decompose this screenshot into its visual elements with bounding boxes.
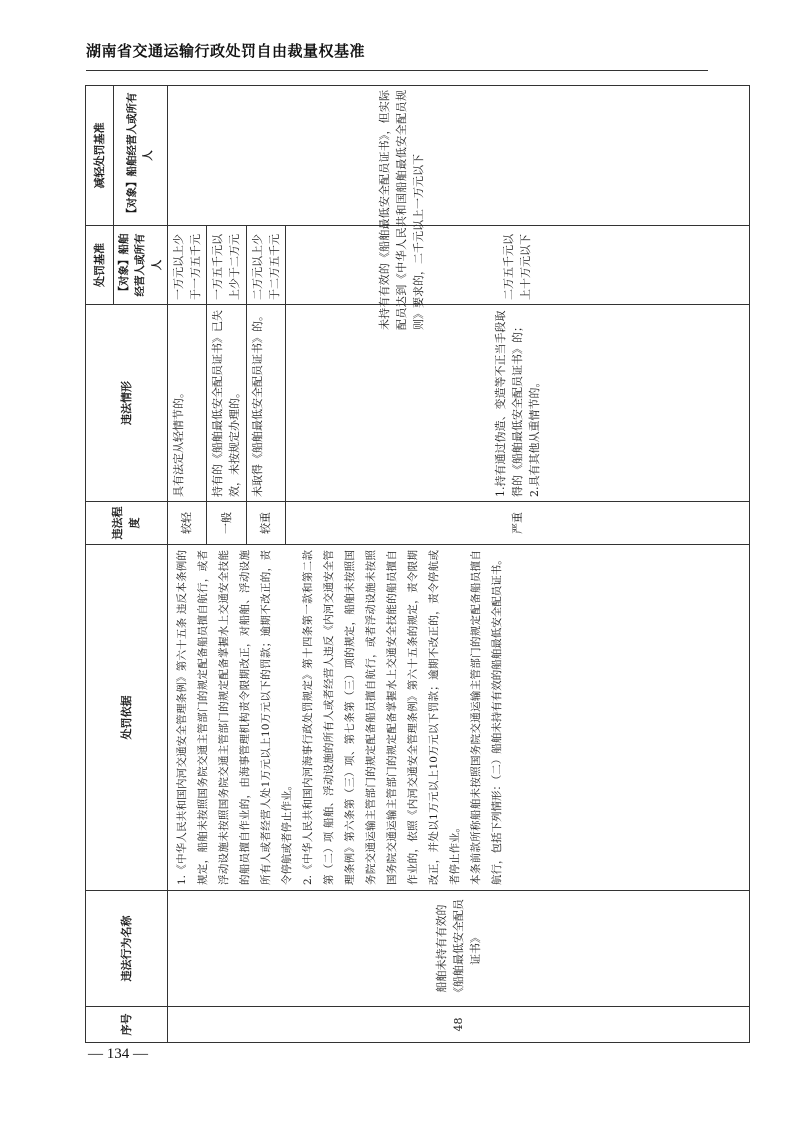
basis-paragraph-3: 本条前款所称船舶未按照国务院交通运输主管部门的规定配备船员擅自航行，包括下列情形：（二）船舶未持有有效的船舶最低安全配员证书。 bbox=[469, 550, 503, 885]
standard-light: 一万元以上少于一万五千元 bbox=[167, 226, 206, 305]
page-number: — 134 — bbox=[88, 1046, 148, 1062]
degree-light: 较轻 bbox=[167, 502, 206, 545]
header-standard-subject: 【对象】船舶经营人或所有人 bbox=[114, 226, 168, 305]
header-reduced-subject: 【对象】船舶经营人或所有人 bbox=[114, 86, 168, 226]
degree-heavier: 较重 bbox=[246, 502, 285, 545]
row-seq: 48 bbox=[167, 1007, 749, 1043]
header-standard: 处罚基准 bbox=[86, 226, 114, 305]
degree-general: 一般 bbox=[206, 502, 246, 545]
reduced-standard-text: 未持有有效的《船舶最低安全配员证书》，但实际配员达到《中华人民共和国船舶最低安全配员规则》要求的，二千元以上一万元以下 bbox=[378, 90, 426, 330]
header-circumstance: 违法情形 bbox=[86, 305, 168, 502]
circumstance-heavier: 未取得《船舶最低安全配员证书》的。 bbox=[246, 305, 285, 502]
header-violation-name: 违法行为名称 bbox=[86, 891, 168, 1007]
header-seq: 序号 bbox=[86, 1007, 168, 1043]
basis-paragraph-1: 1.《中华人民共和国内河交通安全管理条例》第六十五条 违反本条例的规定，船舶未按照国务院交通主管部门的规定配备船员擅自航行，或者浮动设施未按照国务院交通主管部门的规定配备掌握水上交通安全技能的船员擅自作业的，由海事管理机构责令限期改正，对船舶、浮动设施所有人或者经营人处1万元以上10万元以下的罚款；逾期不改正的，责令停航或者停止作业。 bbox=[175, 550, 293, 885]
circumstance-light: 具有法定从轻情节的。 bbox=[167, 305, 206, 502]
header-rule bbox=[86, 70, 708, 71]
degree-severe: 严重 bbox=[285, 502, 749, 545]
header-reduced: 减轻处罚基准 bbox=[86, 86, 114, 226]
header-basis: 处罚依据 bbox=[86, 545, 168, 891]
circumstance-severe: 1.持有通过伪造、变造等不正当手段取得的《船舶最低安全配员证书》的； 2.具有其他从重情节的。 bbox=[285, 305, 749, 502]
reduced-empty bbox=[167, 86, 749, 226]
running-header: 湖南省交通运输行政处罚自由裁量权基准 bbox=[86, 42, 366, 60]
standard-severe: 二万五千元以上十万元以下 bbox=[285, 226, 749, 305]
circumstance-general: 持有的《船舶最低安全配员证书》已失效，未按规定办理的。 bbox=[206, 305, 246, 502]
row-violation-name: 船舶未持有有效的《船舶最低安全配员证书》 bbox=[167, 891, 749, 1007]
header-degree: 违法程度 bbox=[86, 502, 168, 545]
standard-heavier: 二万元以上少于二万五千元 bbox=[246, 226, 285, 305]
basis-paragraph-2: 2.《中华人民共和国内河海事行政处罚规定》第十四条第一款和第二款第（二）项 船舶、浮动设施的所有人或者经营人违反《内河交通安全管理条例》第六条第（三）项、第七条第（三）项的规定，船舶未按照国务院交通运输主管部门的规定配备船员擅自航行，或者浮动设施未按照国务院交通运输主管部门的规定配备掌握水上交通安全技能的船员擅自作业的，依照《内河交通安全管理条例》第六十五条的规定，责令限期改正，并处以1万元以上10万元以下罚款；逾期不改正的，责令停航或者停止作业。 bbox=[301, 550, 461, 885]
row-basis bbox=[167, 545, 749, 891]
standard-general: 一万五千元以上少于二万元 bbox=[206, 226, 246, 305]
